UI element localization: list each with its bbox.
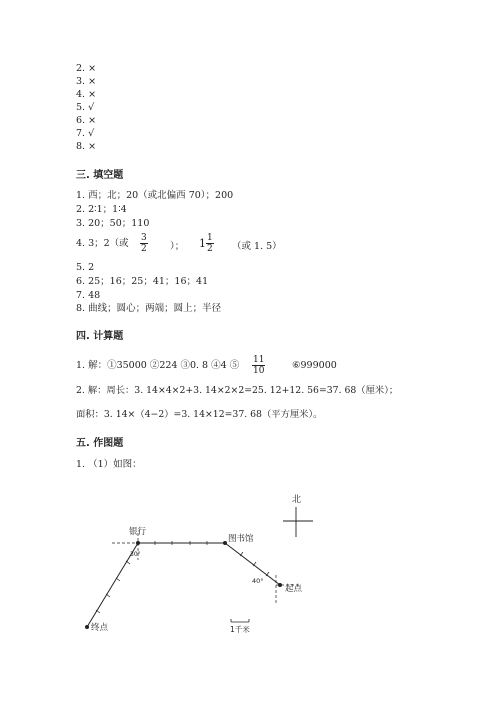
- fraction-numerator: 1: [207, 233, 213, 243]
- scale-bar: [231, 619, 249, 622]
- fraction-denominator: 2: [207, 244, 213, 254]
- compass-cross: [283, 507, 313, 537]
- fraction-numerator: 11: [253, 355, 265, 365]
- calc-answer-2-area: 面积：3. 14×（4−2）=3. 14×12=37. 68（平方厘米）。: [76, 409, 323, 420]
- calc-answer-1-suffix: ⑥999000: [292, 360, 337, 371]
- fraction-numerator: 3: [141, 233, 147, 243]
- fill-answer-1: 1. 西；北；20（或北偏西 70）；200: [76, 190, 234, 201]
- bank-point: [136, 541, 140, 545]
- end-label: 终点: [91, 623, 109, 633]
- fill-answer-7: 7. 48: [76, 290, 101, 301]
- answer-6: 6. ×: [76, 115, 97, 126]
- segment-ticks-bank-end: [96, 561, 130, 613]
- fraction-denominator: 10: [253, 366, 265, 376]
- fill-answer-4-suffix: （或 1. 5）: [232, 241, 282, 252]
- fill-answer-4-mid: ）；: [170, 241, 185, 252]
- answer-3: 3. ×: [76, 76, 97, 87]
- start-angle-label: 40°: [252, 577, 264, 585]
- segment-ticks-library-start: [240, 552, 269, 576]
- fill-answer-4-prefix: 4. 3；2（或: [76, 238, 129, 249]
- fill-answer-2: 2. 2∶1；1∶4: [76, 204, 127, 215]
- fill-answer-3: 3. 20；50；110: [76, 218, 150, 229]
- library-point: [223, 541, 227, 545]
- fill-answer-5: 5. 2: [76, 262, 95, 273]
- section-title-fill-blank: 三. 填空题: [76, 170, 124, 181]
- bank-label: 银行: [129, 527, 147, 537]
- fraction-denominator: 2: [141, 244, 147, 254]
- answer-7: 7. √: [76, 128, 95, 139]
- start-point: [278, 583, 282, 587]
- answer-2: 2. ×: [76, 63, 97, 74]
- library-label: 图书馆: [228, 534, 254, 544]
- answer-4: 4. ×: [76, 89, 97, 100]
- north-label: 北: [292, 495, 302, 505]
- answer-5: 5. √: [76, 102, 95, 113]
- end-point: [85, 625, 89, 629]
- calc-answer-1-prefix: 1. 解：①35000 ②224 ③0. 8 ④4 ⑤: [76, 360, 240, 371]
- mixed-number-whole: 1: [199, 237, 206, 250]
- bank-angle-label: 30°: [130, 551, 141, 558]
- calc-answer-2-perimeter: 2. 解：周长：3. 14×4×2+3. 14×2×2=25. 12+12. 56=37. 68（厘米）；: [76, 385, 399, 396]
- fill-answer-6: 6. 25；16；25；41；16；41: [76, 276, 209, 287]
- section-title-calculation: 四. 计算题: [76, 331, 124, 342]
- fill-answer-8: 8. 曲线；圆心；两端；圆上；半径: [76, 303, 222, 314]
- scale-label: 1千米: [230, 625, 250, 634]
- section-title-drawing: 五. 作图题: [76, 438, 124, 449]
- start-label: 起点: [285, 584, 303, 594]
- drawing-answer-1: 1. （1）如图：: [76, 459, 142, 470]
- answer-8: 8. ×: [76, 141, 97, 152]
